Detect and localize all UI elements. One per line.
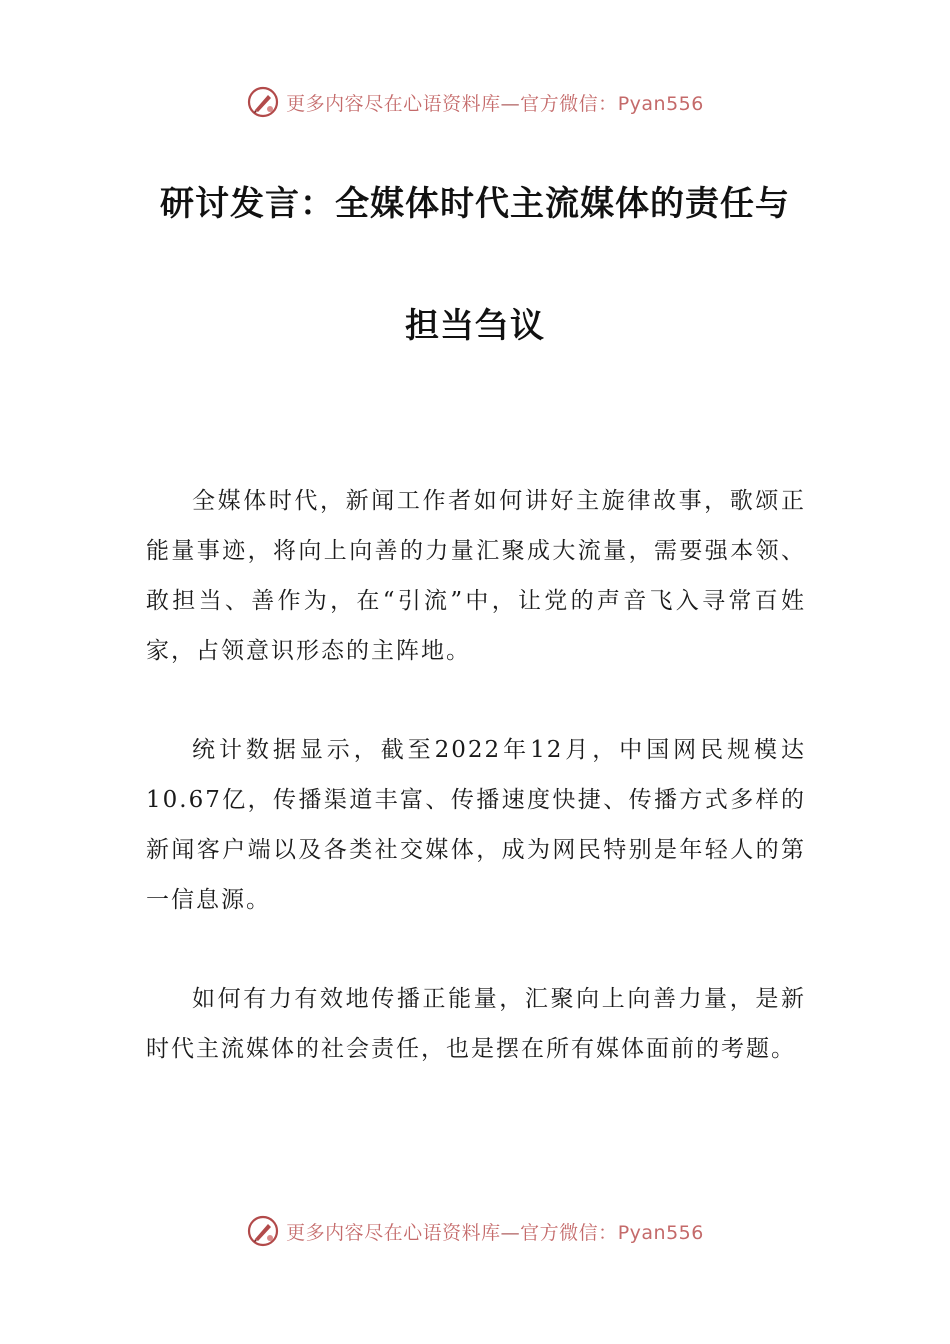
watermark-wechat-id: Pyan556 <box>617 92 704 115</box>
body-paragraph-2: 统计数据显示，截至2022年12月，中国网民规模达10.67亿，传播渠道丰富、传播速度快捷、传播方式多样的新闻客户端以及各类社交媒体，成为网民特别是年轻人的第一信息源。 <box>146 737 806 913</box>
document-title-line-1: 研讨发言：全媒体时代主流媒体的责任与 <box>160 184 790 224</box>
pen-circle-logo-icon <box>246 1214 280 1248</box>
watermark-text <box>286 1218 704 1245</box>
watermark-prefix: 更多内容尽在心语资料库 <box>286 92 501 115</box>
watermark-prefix: 更多内容尽在心语资料库 <box>286 1221 501 1244</box>
pen-circle-logo-icon <box>246 85 280 119</box>
watermark-label: 官方微信： <box>520 1221 618 1244</box>
watermark-separator: — <box>500 1221 521 1244</box>
watermark-separator: — <box>500 92 521 115</box>
watermark-wechat-id: Pyan556 <box>617 1221 704 1244</box>
document-body <box>146 476 806 1123</box>
header-watermark <box>0 82 950 122</box>
document-title-line-2: 担当刍议 <box>405 306 545 346</box>
body-paragraph-3: 如何有力有效地传播正能量，汇聚向上向善力量，是新时代主流媒体的社会责任，也是摆在所有媒体面前的考题。 <box>146 986 806 1062</box>
body-paragraph-1: 全媒体时代，新闻工作者如何讲好主旋律故事，歌颂正能量事迹，将向上向善的力量汇聚成大流量，需要强本领、敢担当、善作为，在“引流”中，让党的声音飞入寻常百姓家，占领意识形态的主阵地。 <box>146 488 806 664</box>
footer-watermark <box>0 1211 950 1251</box>
watermark-text <box>286 89 704 116</box>
watermark-label: 官方微信： <box>520 92 618 115</box>
